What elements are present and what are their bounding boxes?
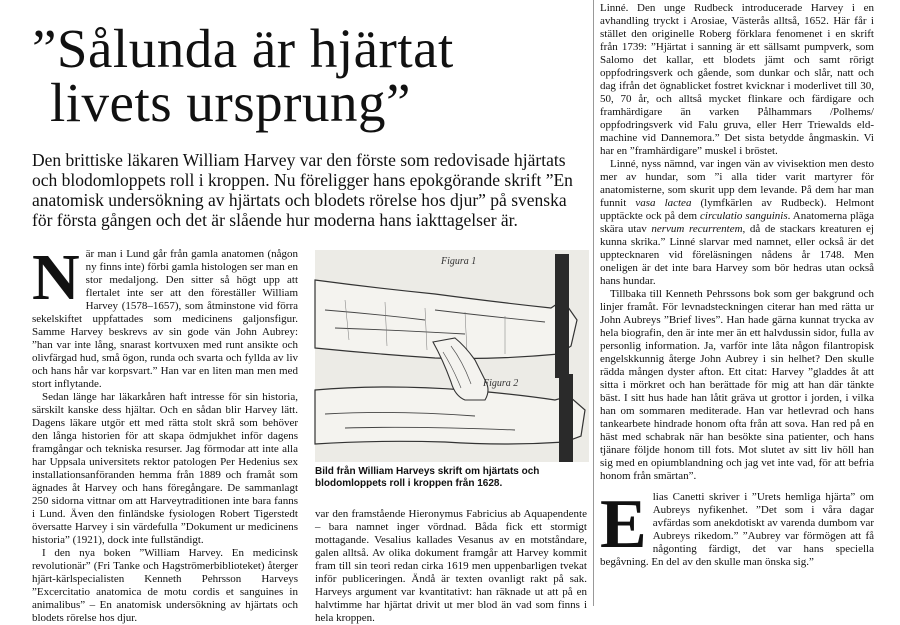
- column-1-paragraph-1-text: är man i Lund går från gamla anatomen (någon ny finns inte) förbi gamla histologen ser man en stor medaljong. Den sitter så högt upp att flertalet inte ser att den föreställer William Harvey (1578–1657), som åtminstone vid förra sekelskiftet uppfattades som medicinens galjonsfigur. Samme Harvey beskrevs av sin gode vän John Aubrey: ”han var inte lång, snarast kortvuxen med runt ansikte och olivfärgad hud, små ögon, runda och svarta och fyllda av liv och hans hår var korpsvart.” Han var en liten man men med stort inflytande.: [32, 248, 298, 390]
- headline-line-1: ”Sålunda är hjärtat: [32, 18, 454, 79]
- figure-label-1: Figura 1: [441, 256, 477, 267]
- column-3-paragraph-2-part-d: , då de stackars kreaturen ej kunna skrika.” Linné slarvar med namnet, eller också är det upptecknaren vid föreläsningen nådens år 1748. Men oneligen är det inte bara Harvey som bör hedras utan också hans hundar.: [600, 223, 874, 287]
- column-3: [600, 2, 874, 606]
- drop-cap-e: E: [600, 486, 647, 563]
- column-2: [315, 508, 587, 624]
- lead-paragraph: Den brittiske läkaren William Harvey var den förste som redovisade hjärtats och blodomloppets roll i kroppen. Nu föreligger hans epokgörande skrift ”En anatomisk undersökning av hjärtats och blodets rörelse hos djur” på svenska för första gången och det är slående hur moderna hans iakttagelser är.: [32, 150, 573, 230]
- column-3-paragraph-2: [600, 158, 874, 288]
- column-divider: [593, 0, 594, 606]
- column-3-paragraph-2-part-a: Linné, nyss nämnd, var ingen vän av vivisektion men desto mer av hundar, som ”i alla tider varit martyrer för anatomisterne, som skurit upp dem levande. På dem har man funnit: [600, 158, 874, 209]
- arm-engraving-image: [315, 250, 589, 462]
- column-3-paragraph-2-part-c: . Anatomerna pläga skära utav: [600, 210, 874, 235]
- headline: [32, 18, 592, 133]
- drop-cap-n: N: [32, 241, 80, 314]
- column-2-paragraph-1: var den framstående Hieronymus Fabricius ab Aquapendente – bara namnet inger vördnad. Båda fick ett stormigt mottagande. Vesalius kallades Vesanus av en motståndare, galen alltså. Av olika dokument framgår att Harvey kommit fram till sin teori redan cirka 1619 men uppenbarligen tvekat inför publiceringen. Ändå är texten ovanligt rakt på sak. Harveys argument var kvantitativt: han räknade ut att på en halvtimme har hjärtat drivit ut mer blod än vad som finns i hela kroppen.: [315, 508, 587, 624]
- column-1: [32, 241, 298, 624]
- column-1-paragraph-1: [32, 241, 298, 391]
- term-nervum-recurrentem: nervum recurrentem: [651, 223, 743, 235]
- term-circulatio-sanguinis: circulatio sanguinis: [700, 210, 788, 222]
- term-vasa-lactea: vasa lactea: [635, 197, 692, 209]
- headline-line-2: livets ursprung”: [50, 72, 411, 133]
- column-1-paragraph-2: Sedan länge har läkarkåren haft intresse för sin historia, särskilt kanske dess hjältar. Och en sådan blir Harvey lätt. Dagens läkare utgör ett med rätta stolt skrå som behöver den långa historien för att skapa ödmjukhet inför dagens framgångar och tekniska resurser. Jag förmodar att inte alla har Uppsala universitets rektor patologen Per Hedenius sex installationsanföranden hemma från 1889 och framåt som ägnades åt Harvey och hans föregångare. De sammanlagt 250 sidorna vittnar om att Harveytraditionen inte bara fanns i Lund. Även den finländske fysiologen Robert Tigerstedt översatte Harvey i sin värdefulla ”Dokument ur medicinens historia” (1921), dock inte fullständigt.: [32, 391, 298, 546]
- column-3-paragraph-4: [600, 486, 874, 569]
- harvey-illustration: [315, 250, 589, 462]
- column-1-paragraph-3: I den nya boken ”William Harvey. En medicinsk revolutionär” (Fri Tanke och Hagströmerbiblioteket) återger hjärt-kärlspecialisten Kenneth Pehrsson Harveys ”Excercitatio anatomica de motu cordis et sanguines in animalibus” – En anatomisk undersökning av hjärtats och blodets rörelse hos djur.: [32, 547, 298, 624]
- column-3-paragraph-2-part-b: (lymfkärlen av Rudbeck). Helmont upptäckte ock på dem: [600, 197, 874, 222]
- figure-caption: Bild från William Harveys skrift om hjärtats och blodomloppets roll i kroppen från 1628.: [315, 466, 540, 489]
- column-3-paragraph-3: Tillbaka till Kenneth Pehrssons bok som ger bakgrund och linjer framåt. För levnadsteckningen citerar han med rätta ur John Aubreys ”Brief lives”. Han hade gärna kunnat trycka av hela biografin, den är inte mer än ett halvdussin sidor, fulla av personlig information. Ja, varför inte låta någon filantropisk engelskkunnig återge John Aubrey i sin helhet? Den skulle rädda mången dyster afton. Ett citat: Harvey ”gladdes åt att sitta i mörkret och han berättade för mig att han där tänkte bäst. I sitt hus hade han låtit gräva ut grottor i jorden, i vilka han om sommaren mediterade. Han var hetlevrad och hans tankearbete hindrade honom ofta från att sova. Han red på en häst med schabrak när han besökte sina patienter, och hans tjänare följde honom till fots. Mot slutet av sitt liv höll han sig med en opiumblandning och jag vet inte vad, för att befria honom från smärtan”.: [600, 288, 874, 482]
- figure-label-2: Figura 2: [483, 378, 519, 389]
- column-3-paragraph-1: Linné. Den unge Rudbeck introducerade Harvey i en avhandling tryckt i Arosiae, Västerås alltså, 1652. Här får i stället den originelle Roberg förklara fenomenet i en skrift från 1739: ”Hjärtat i sanning är ett sällsamt pumpverk, som Salomo det kallar, ett blodets jämt och samt rörigt oppfodringsverk och gående, som dunkar och slår, natt och dag ifrån det ögnablicket fostret kvicknar i moderlivet till 30, 50, 70 år, och alltså mycket flinkare och färdigare och framhärdigare än varken Pålhammars /Polhems/ oppfodringsverk vid Falu gruva, eller Herr Triewalds eld-machine vid Dannemora.” Det sista betydde ångmaskin. Vi har en ”framhärdigare” muskel i bröstet.: [600, 2, 874, 157]
- column-3-paragraph-4-text: lias Canetti skriver i ”Urets hemliga hjärta” om Aubreys nyfikenhet. ”Det som i våra dagar avfärdas som anekdotiskt av varenda dumbom var Aubreys rikedom.” ”Aubrey var förmögen att få någonting färdigt, det var hans speciella begåvning. En del av den skulle man önska sig.”: [600, 491, 874, 568]
